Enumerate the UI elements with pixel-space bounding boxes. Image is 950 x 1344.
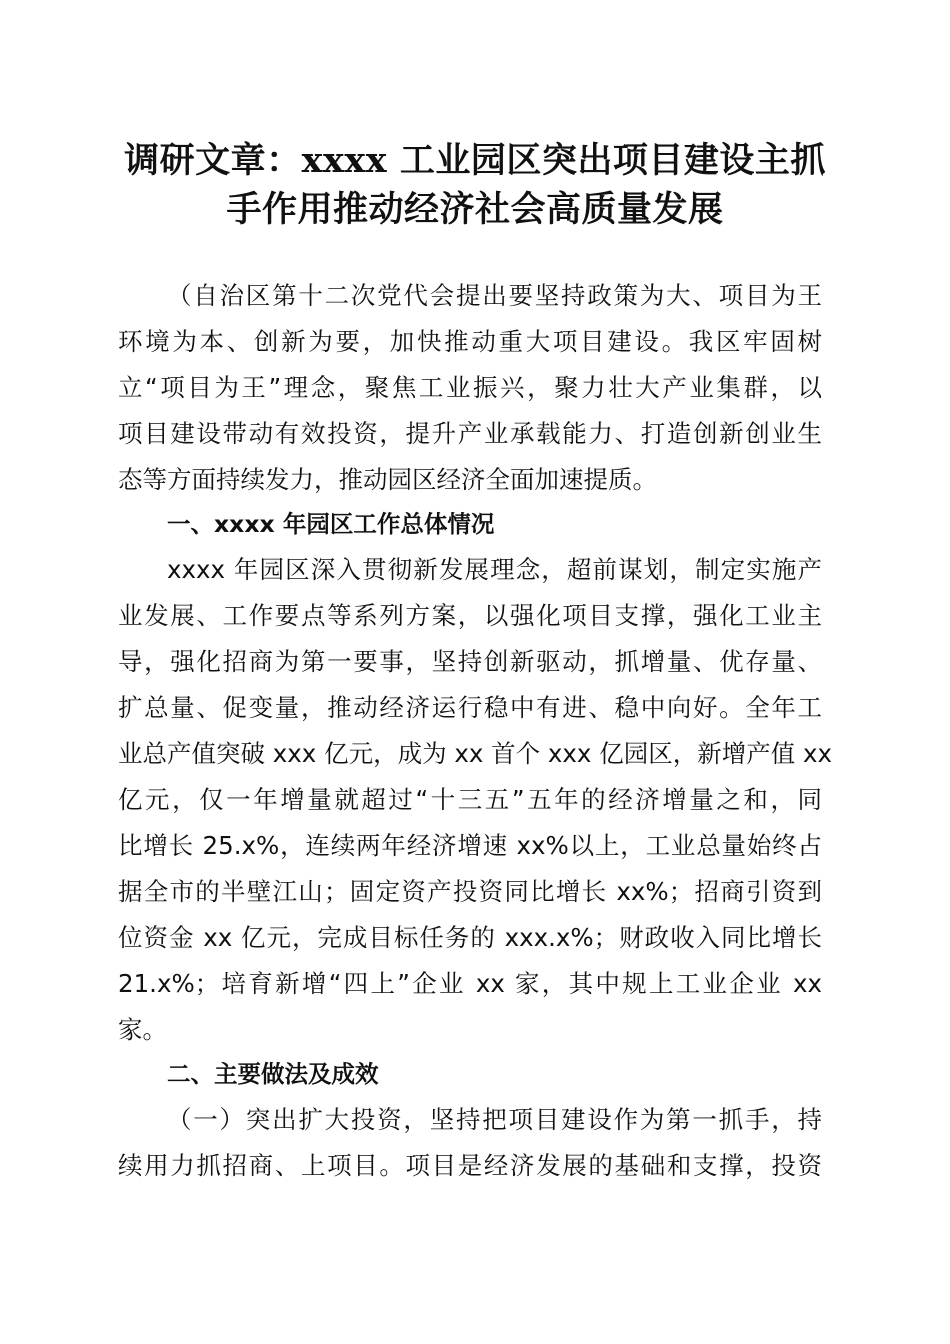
section-1-line-6: 亿元，仅一年增量就超过“十三五”五年的经济增量之和，同 xyxy=(118,785,822,814)
title-line-2: 手作用推动经济社会高质量发展 xyxy=(226,189,724,230)
section-1-line-1: xxxx 年园区深入贯彻新发展理念，超前谋划，制定实施产 xyxy=(167,555,822,584)
section-1-heading: 一、xxxx 年园区工作总体情况 xyxy=(167,510,495,538)
title-line-1: 调研文章：xxxx 工业园区突出项目建设主抓 xyxy=(124,140,826,181)
section-1-line-3: 导，强化招商为第一要事，坚持创新驱动，抓增量、优存量、 xyxy=(118,647,822,676)
document-title xyxy=(110,136,840,234)
section-1-line-2: 业发展、工作要点等系列方案，以强化项目支撑，强化工业主 xyxy=(118,601,822,630)
section-1-line-8: 据全市的半壁江山；固定资产投资同比增长 xx%；招商引资到 xyxy=(118,877,822,906)
intro-line-5: 态等方面持续发力，推动园区经济全面加速提质。 xyxy=(118,465,657,494)
section-1-line-7: 比增长 25.x%，连续两年经济增速 xx%以上，工业总量始终占 xyxy=(118,831,822,860)
section-2-heading: 二、主要做法及成效 xyxy=(167,1060,379,1088)
intro-line-2: 环境为本、创新为要，加快推动重大项目建设。我区牢固树 xyxy=(118,327,822,356)
intro-line-4: 项目建设带动有效投资，提升产业承载能力、打造创新创业生 xyxy=(118,419,822,448)
section-1-line-5: 业总产值突破 xxx 亿元，成为 xx 首个 xxx 亿园区，新增产值 xx xyxy=(118,739,833,768)
intro-line-3: 立“项目为王”理念，聚焦工业振兴，聚力壮大产业集群，以 xyxy=(118,373,822,402)
section-1-line-10: 21.x%；培育新增“四上”企业 xx 家，其中规上工业企业 xx xyxy=(118,969,822,998)
section-2-line-1: （一）突出扩大投资，坚持把项目建设作为第一抓手，持 xyxy=(167,1105,822,1134)
section-2-line-2: 续用力抓招商、上项目。项目是经济发展的基础和支撑，投资 xyxy=(118,1151,822,1180)
section-1-line-4: 扩总量、促变量，推动经济运行稳中有进、稳中向好。全年工 xyxy=(118,693,822,722)
section-1-line-9: 位资金 xx 亿元，完成目标任务的 xxx.x%；财政收入同比增长 xyxy=(118,923,822,952)
section-1-line-11: 家。 xyxy=(118,1015,167,1044)
intro-line-1: （自治区第十二次党代会提出要坚持政策为大、项目为王 xyxy=(167,281,822,310)
